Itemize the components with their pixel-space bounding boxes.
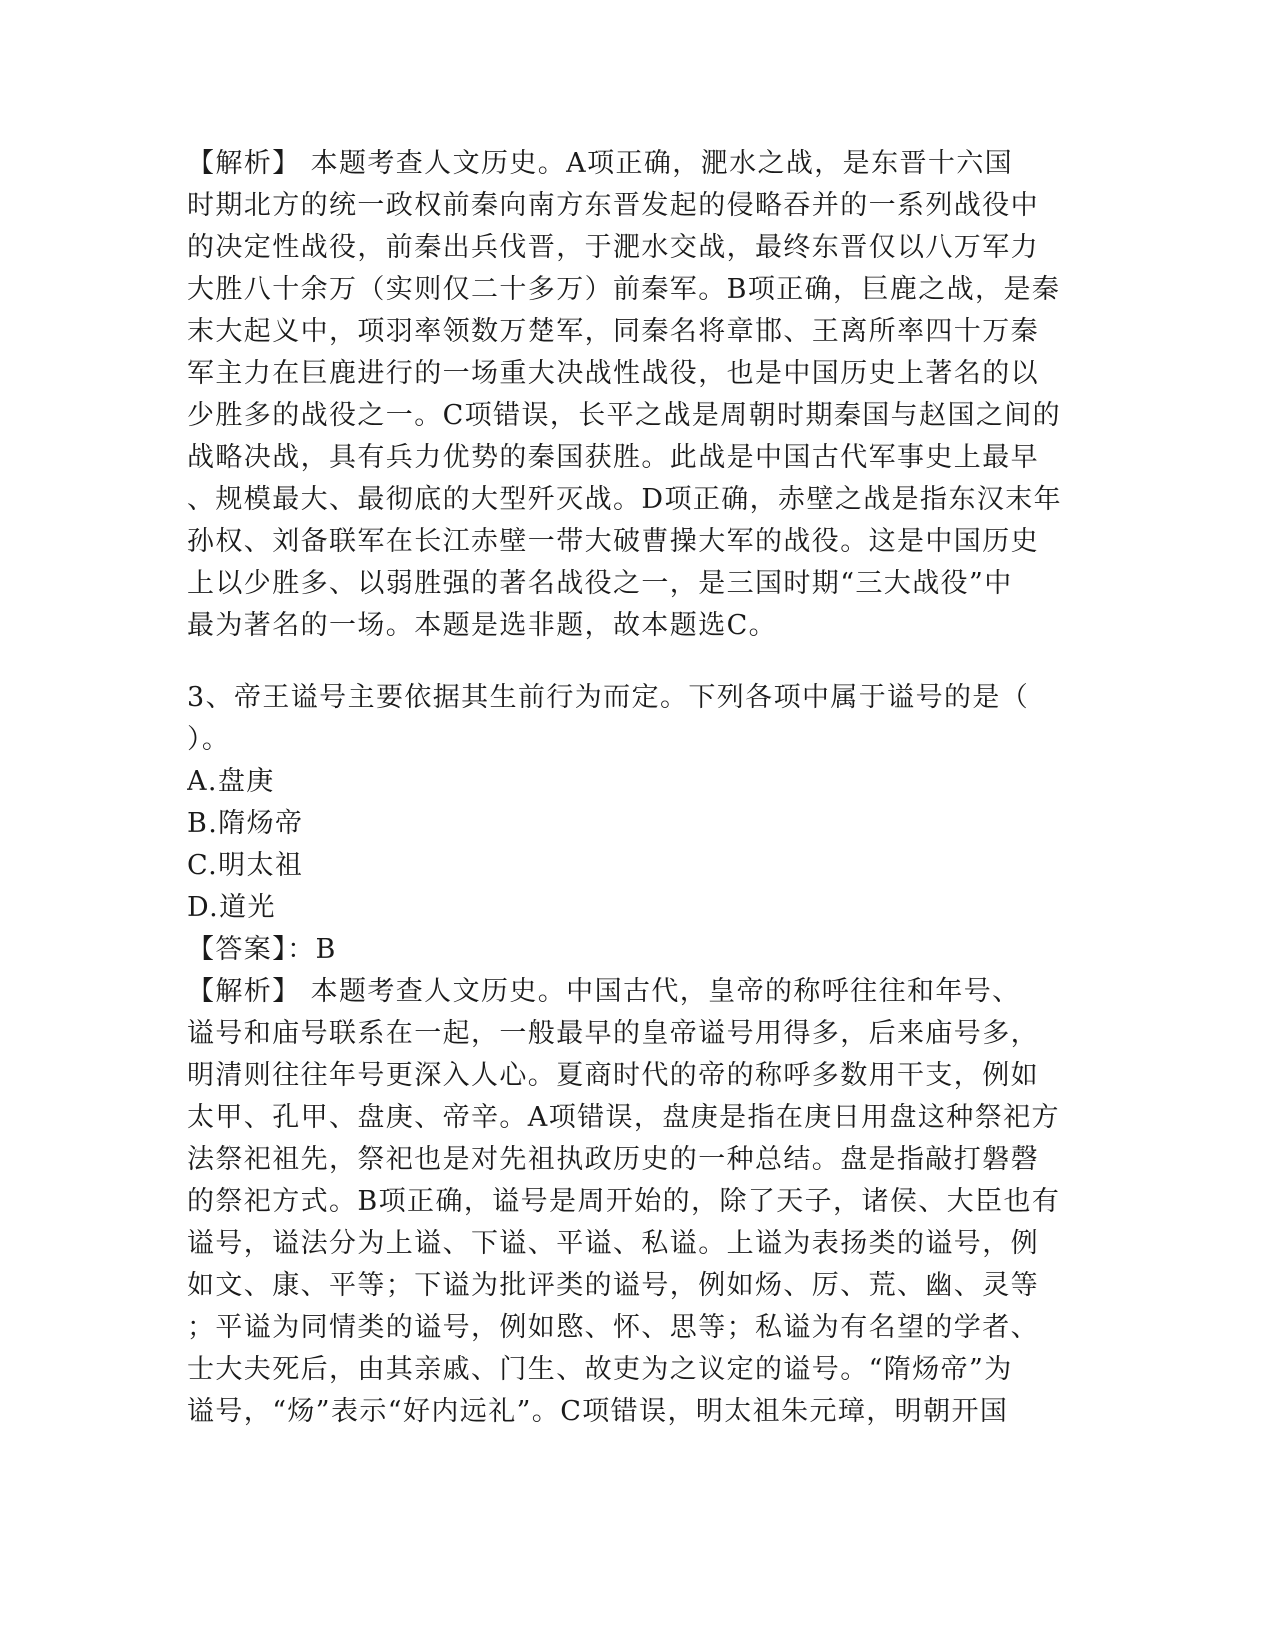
analysis-line: 时期北方的统一政权前秦向南方东晋发起的侵略吞并的一系列战役中 bbox=[187, 190, 1039, 221]
analysis-line: 末大起义中，项羽率领数万楚军，同秦名将章邯、王离所率四十万秦 bbox=[187, 316, 1039, 347]
analysis-line: 【解析】 本题考查人文历史。A项正确，淝水之战，是东晋十六国 bbox=[187, 148, 1014, 179]
analysis-line: ；平谥为同情类的谥号，例如愍、怀、思等；私谥为有名望的学者、 bbox=[187, 1312, 1039, 1343]
analysis-line: 最为著名的一场。本题是选非题，故本题选C。 bbox=[187, 610, 778, 641]
analysis-line: 的祭祀方式。B项正确，谥号是周开始的，除了天子，诸侯、大臣也有 bbox=[187, 1186, 1061, 1217]
question-stem: 3、帝王谥号主要依据其生前行为而定。下列各项中属于谥号的是（ bbox=[187, 682, 1030, 713]
analysis-line: 少胜多的战役之一。C项错误，长平之战是周朝时期秦国与赵国之间的 bbox=[187, 400, 1062, 431]
analysis-line: 孙权、刘备联军在长江赤壁一带大破曹操大军的战役。这是中国历史 bbox=[187, 526, 1039, 557]
analysis-line: 战略决战，具有兵力优势的秦国获胜。此战是中国古代军事史上最早 bbox=[187, 442, 1039, 473]
analysis-line: 明清则往往年号更深入人心。夏商时代的帝的称呼多数用干支，例如 bbox=[187, 1060, 1039, 1091]
analysis-line: 军主力在巨鹿进行的一场重大决战性战役，也是中国历史上著名的以 bbox=[187, 358, 1039, 389]
option-d: D.道光 bbox=[187, 892, 276, 923]
analysis-line: 、规模最大、最彻底的大型歼灭战。D项正确，赤壁之战是指东汉末年 bbox=[187, 484, 1063, 515]
answer: 【答案】：B bbox=[187, 934, 337, 965]
option-a: A.盘庚 bbox=[187, 766, 275, 797]
option-b: B.隋炀帝 bbox=[187, 808, 304, 839]
analysis-line: 【解析】 本题考查人文历史。中国古代，皇帝的称呼往往和年号、 bbox=[187, 976, 1021, 1007]
analysis-line: 法祭祀祖先，祭祀也是对先祖执政历史的一种总结。盘是指敲打磐磬 bbox=[187, 1144, 1039, 1175]
analysis-line: 士大夫死后，由其亲戚、门生、故吏为之议定的谥号。“隋炀帝”为 bbox=[187, 1354, 1013, 1385]
analysis-line: 上以少胜多、以弱胜强的著名战役之一，是三国时期“三大战役”中 bbox=[187, 568, 1013, 599]
analysis-line: 谥号，谥法分为上谥、下谥、平谥、私谥。上谥为表扬类的谥号，例 bbox=[187, 1228, 1039, 1259]
option-c: C.明太祖 bbox=[187, 850, 304, 881]
question-stem: ）。 bbox=[187, 724, 231, 755]
analysis-line: 的决定性战役，前秦出兵伐晋，于淝水交战，最终东晋仅以八万军力 bbox=[187, 232, 1039, 263]
analysis-line: 太甲、孔甲、盘庚、帝辛。A项错误，盘庚是指在庚日用盘这种祭祀方 bbox=[187, 1102, 1060, 1133]
analysis-line: 谥号和庙号联系在一起，一般最早的皇帝谥号用得多，后来庙号多， bbox=[187, 1018, 1039, 1049]
analysis-line: 如文、康、平等；下谥为批评类的谥号，例如炀、厉、荒、幽、灵等 bbox=[187, 1270, 1039, 1301]
analysis-line: 大胜八十余万（实则仅二十多万）前秦军。B项正确，巨鹿之战，是秦 bbox=[187, 274, 1061, 305]
analysis-line: 谥号，“炀”表示“好内远礼”。C项错误，明太祖朱元璋，明朝开国 bbox=[187, 1396, 1009, 1427]
